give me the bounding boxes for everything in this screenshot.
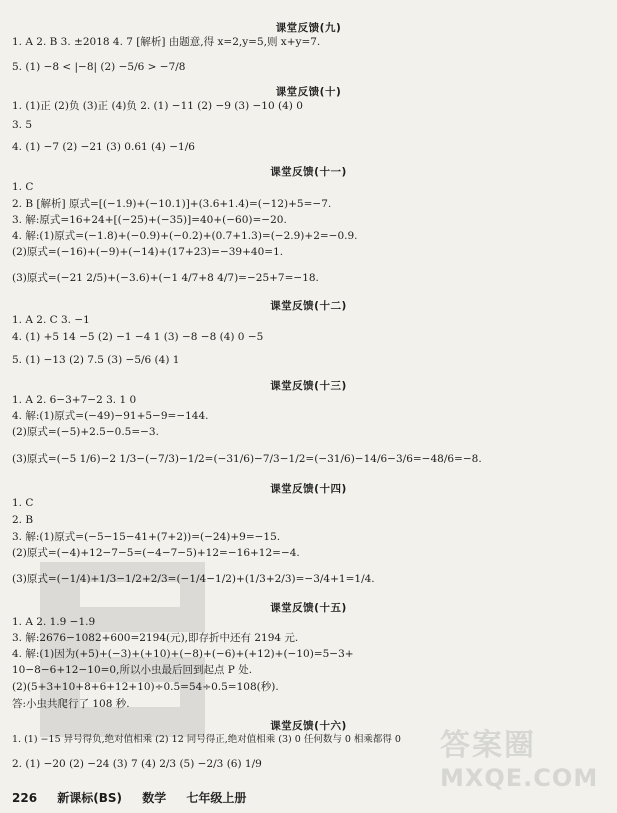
answer-line: (3)原式=(−21 2/5)+(−3.6)+(−1 4/7+8 4/7)=−25+7=−18.	[12, 272, 319, 284]
answer-line: 4. (1) −7 (2) −21 (3) 0.61 (4) −1/6	[12, 141, 195, 153]
answer-line: 1. C	[12, 181, 34, 193]
answer-line: 4. 解:(1)因为(+5)+(−3)+(+10)+(−8)+(−6)+(+12)+(−10)=5−3+	[12, 648, 354, 660]
section-title-12: 课堂反馈(十二)	[270, 300, 347, 312]
answer-line: 4. (1) +5 14 −5 (2) −1 −4 1 (3) −8 −8 (4) 0 −5	[12, 331, 264, 343]
grade-label: 七年级上册	[186, 791, 247, 805]
answer-line: 2. B	[12, 514, 34, 526]
answer-line: 3. 解:原式=16+24+[(−25)+(−35)]=40+(−60)=−20.	[12, 214, 287, 226]
answer-line: 2. B [解析] 原式=[(−1.9)+(−10.1)]+(3.6+1.4)=(−12)+5=−7.	[12, 198, 332, 210]
section-title-15: 课堂反馈(十五)	[270, 602, 347, 614]
answer-line: 答:小虫共爬行了 108 秒.	[12, 698, 130, 710]
answer-line: 4. 解:(1)原式=(−49)−91+5−9=−144.	[12, 410, 209, 422]
answer-line: 10−8−6+12−10=0,所以小虫最后回到起点 P 处.	[12, 664, 253, 676]
section-title-13: 课堂反馈(十三)	[270, 380, 347, 392]
answer-line: 1. (1) −15 异号得负,绝对值相乘 (2) 12 同号得正,绝对值相乘 (3) 0 任何数与 0 相乘都得 0	[12, 734, 401, 745]
answer-line: 3. 解:(1)原式=(−5−15−41+(7+2))=(−24)+9=−15.	[12, 531, 281, 543]
answer-line: (2)(5+3+10+8+6+12+10)÷0.5=54÷0.5=108(秒).	[12, 681, 279, 693]
answer-line: 4. 解:(1)原式=(−1.8)+(−0.9)+(−0.2)+(0.7+1.3)=(−2.9)+2=−0.9.	[12, 230, 358, 242]
watermark-logo	[440, 720, 610, 800]
answer-line: 1. A 2. C 3. −1	[12, 314, 90, 326]
answer-line: 2. (1) −20 (2) −24 (3) 7 (4) 2/3 (5) −2/3 (6) 1/9	[12, 758, 262, 770]
answer-line: (3)原式=(−5 1/6)−2 1/3−(−7/3)−1/2=(−31/6)−7/3−1/2=(−31/6)−14/6−3/6=−48/6=−8.	[12, 453, 482, 465]
answer-line: 1. A 2. 6−3+7−2 3. 1 0	[12, 394, 137, 406]
page-footer	[12, 789, 262, 806]
answer-line: (2)原式=(−4)+12−7−5=(−4−7−5)+12=−16+12=−4.	[12, 547, 300, 559]
answer-line: (2)原式=(−16)+(−9)+(−14)+(17+23)=−39+40=1.	[12, 246, 284, 258]
answer-line: 1. A 2. 1.9 −1.9	[12, 616, 96, 628]
answer-line: 5. (1) −8 < |−8| (2) −5/6 > −7/8	[12, 61, 186, 73]
section-title-16: 课堂反馈(十六)	[270, 720, 347, 732]
section-title-11: 课堂反馈(十一)	[270, 166, 347, 178]
answer-line: 3. 解:2676−1082+600=2194(元),即存折中还有 2194 元.	[12, 632, 299, 644]
answer-line: 5. (1) −13 (2) 7.5 (3) −5/6 (4) 1	[12, 354, 180, 366]
series-label: 新课标(BS)	[57, 791, 123, 805]
answer-line: (2)原式=(−5)+2.5−0.5=−3.	[12, 426, 159, 438]
answer-line: 1. C	[12, 497, 34, 509]
watermark-cn: 答案圈	[440, 728, 536, 763]
section-title-9: 课堂反馈(九)	[275, 22, 342, 34]
subject-label: 数学	[142, 791, 167, 805]
section-title-14: 课堂反馈(十四)	[270, 483, 347, 495]
answer-line: 1. A 2. B 3. ±2018 4. 7 [解析] 由题意,得 x=2,y=5,则 x+y=7.	[12, 36, 321, 48]
answer-line: 3. 5	[12, 119, 33, 131]
answer-line: (3)原式=(−1/4)+1/3−1/2+2/3=(−1/4−1/2)+(1/3+2/3)=−3/4+1=1/4.	[12, 573, 375, 585]
page-number: 226	[12, 791, 38, 805]
watermark-en: MXQE.COM	[440, 764, 599, 792]
section-title-10: 课堂反馈(十)	[275, 86, 342, 98]
answer-line: 1. (1)正 (2)负 (3)正 (4)负 2. (1) −11 (2) −9 (3) −10 (4) 0	[12, 100, 303, 112]
